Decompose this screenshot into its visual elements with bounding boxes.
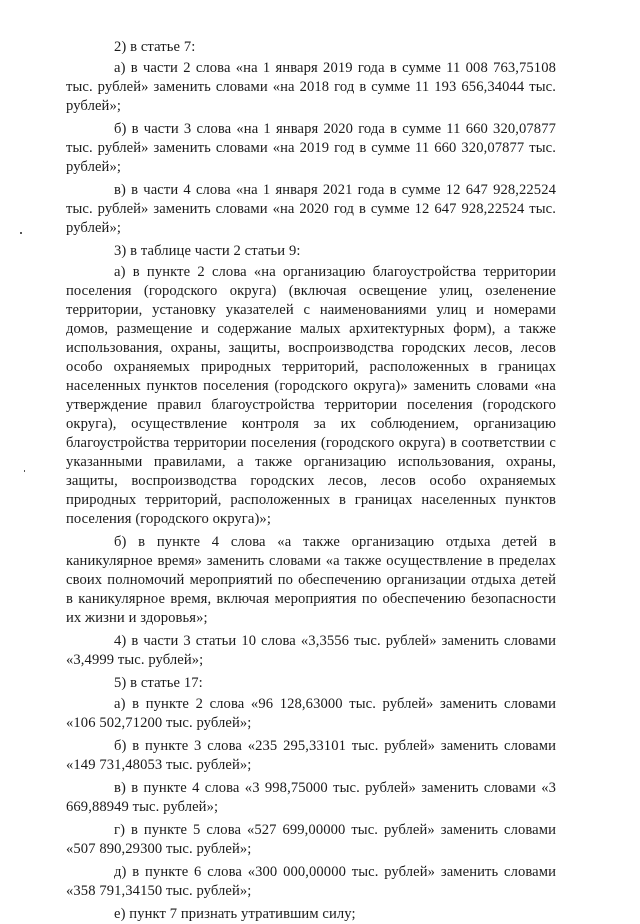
paragraph-article-7-a: а) в части 2 слова «на 1 января 2019 года в сумме 11 008 763,75108 тыс. рублей» заменить словами «на 2018 год в сумме 11 193 656,34044 тыс. рублей»;: [66, 60, 556, 114]
paragraph-article-17-c: в) в пункте 4 слова «3 998,75000 тыс. рублей» заменить словами «3 669,88949 тыс. рублей»;: [66, 780, 556, 815]
scan-artifact: [24, 470, 25, 472]
scan-artifact: [20, 232, 22, 234]
paragraph-article-17-a: а) в пункте 2 слова «96 128,63000 тыс. рублей» заменить словами «106 502,71200 тыс. рублей»;: [66, 696, 556, 731]
paragraph-article-9-heading: 3) в таблице части 2 статьи 9:: [114, 243, 301, 259]
paragraph-article-17-b: б) в пункте 3 слова «235 295,33101 тыс. рублей» заменить словами «149 731,48053 тыс. рублей»;: [66, 738, 556, 773]
paragraph-article-10: 4) в части 3 статьи 10 слова «3,3556 тыс. рублей» заменить словами «3,4999 тыс. рублей»;: [66, 633, 556, 668]
paragraph-article-7-b: б) в части 3 слова «на 1 января 2020 года в сумме 11 660 320,07877 тыс. рублей» заменить словами «на 2019 год в сумме 11 660 320,07877 тыс. рублей»;: [66, 121, 556, 175]
paragraph-article-17-f: е) пункт 7 признать утратившим силу;: [114, 906, 356, 922]
paragraph-article-17-heading: 5) в статье 17:: [114, 675, 203, 691]
paragraph-article-17-d: г) в пункте 5 слова «527 699,00000 тыс. рублей» заменить словами «507 890,29300 тыс. рублей»;: [66, 822, 556, 857]
paragraph-article-9-a: а) в пункте 2 слова «на организацию благоустройства территории поселения (городского округа) (включая освещение улиц, озеленение территории, установку указателей с наименованиями улиц и номерами домов, размещение и содержание малых архитектурных форм), а также использования, охраны, защиты, воспроизводства городских лесов, лесов особо охраняемых природных территорий, расположенных в границах населенных пунктов поселения (городского округа)» заменить словами «на утверждение правил благоустройства территории поселения (городского округа), осуществление контроля за их соблюдением, организацию благоустройства территории поселения (городского округа) в соответствии с указанными правилами, а также организацию использования, охраны, защиты, воспроизводства городских лесов, лесов особо охраняемых природных территорий, расположенных в границах населенных пунктов поселения (городского округа)»;: [66, 264, 556, 527]
paragraph-article-7-heading: 2) в статье 7:: [114, 39, 196, 55]
paragraph-article-17-e: д) в пункте 6 слова «300 000,00000 тыс. рублей» заменить словами «358 791,34150 тыс. рублей»;: [66, 864, 556, 899]
paragraph-article-7-c: в) в части 4 слова «на 1 января 2021 года в сумме 12 647 928,22524 тыс. рублей» заменить словами «на 2020 год в сумме 12 647 928,22524 тыс. рублей»;: [66, 182, 556, 236]
paragraph-article-9-b: б) в пункте 4 слова «а также организацию отдыха детей в каникулярное время» заменить словами «а также осуществление в пределах своих полномочий мероприятий по обеспечению организации отдыха детей в каникулярное время, включая мероприятия по обеспечению безопасности их жизни и здоровья»;: [66, 534, 556, 626]
